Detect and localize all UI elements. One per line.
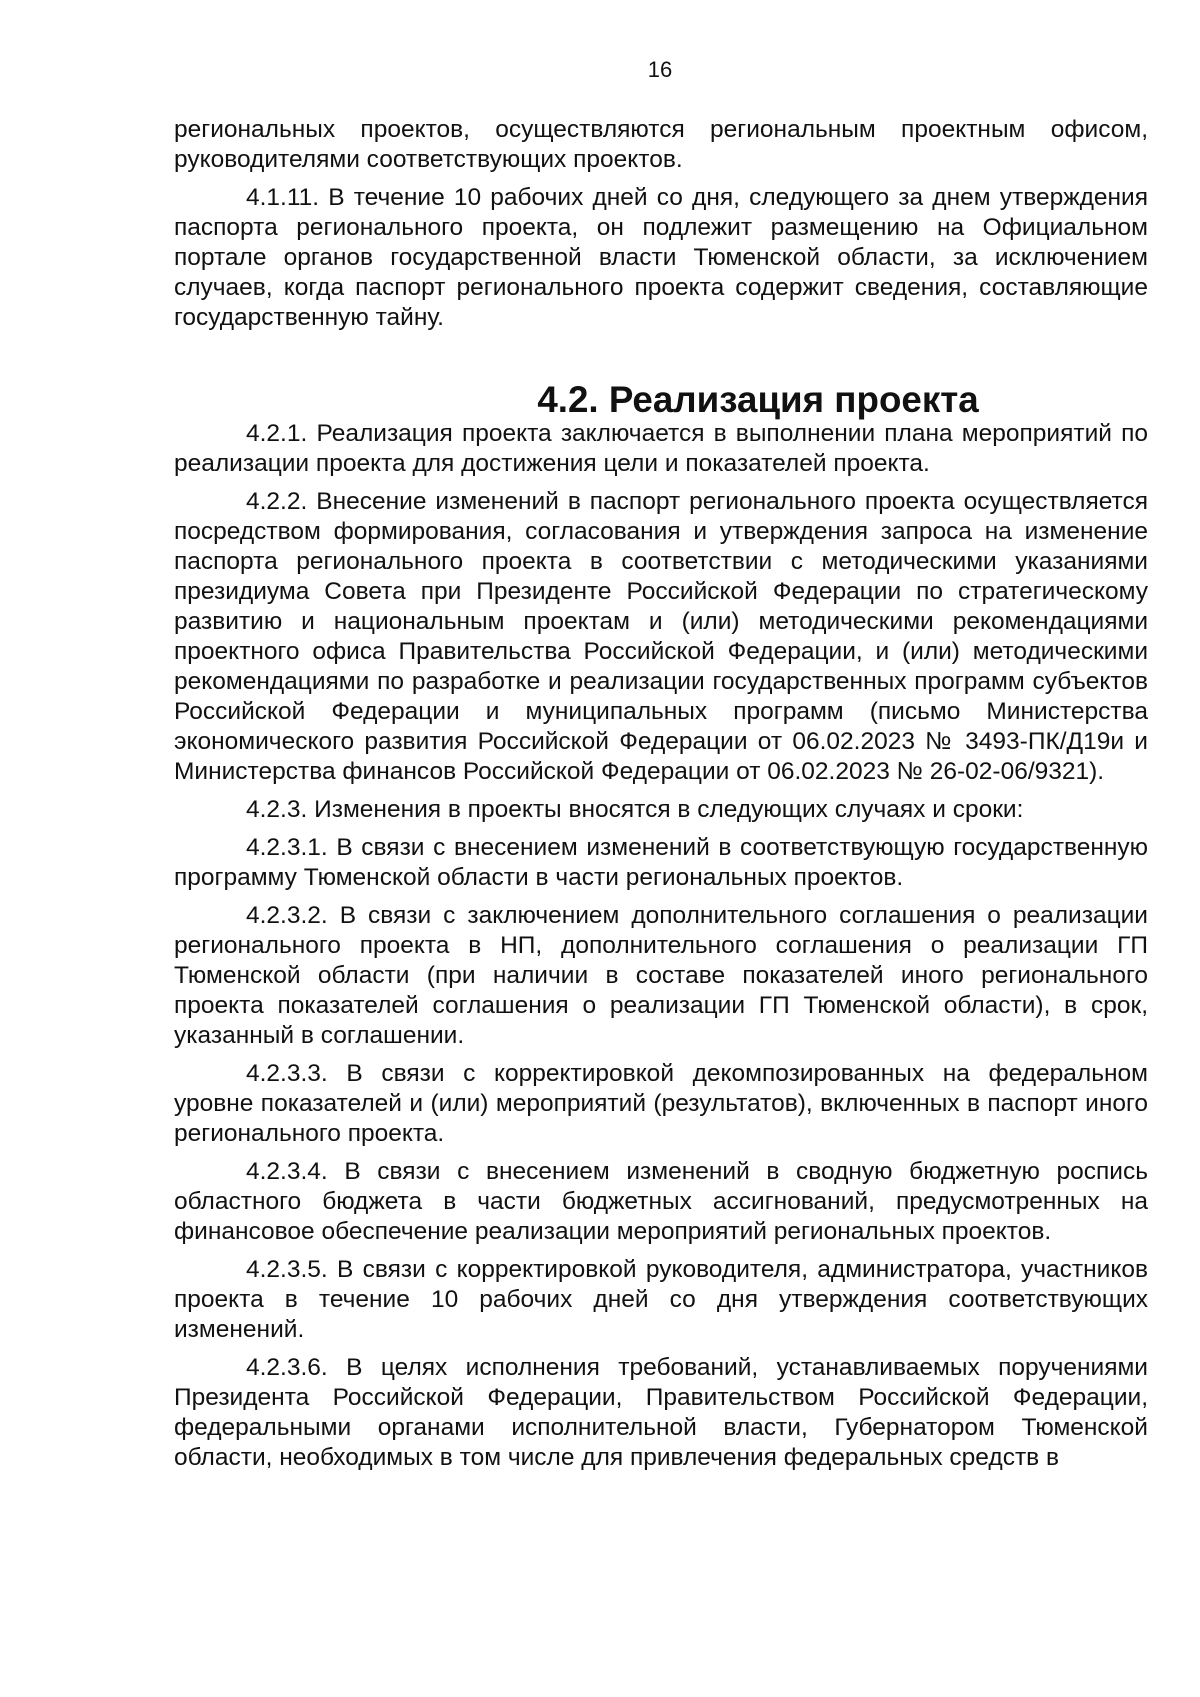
paragraph-4-2-3-5: 4.2.3.5. В связи с корректировкой руководителя, администратора, участников проекта в течение 10 рабочих дней со дня утверждения соответствующих изменений. (174, 1256, 1148, 1343)
paragraph-4-1-11: 4.1.11. В течение 10 рабочих дней со дня, следующего за днем утверждения паспорта регионального проекта, он подлежит размещению на Официальном портале органов государственной власти Тюменской области, за исключением случаев, когда паспорт регионального проекта содержит сведения, составляющие государственную тайну. (174, 184, 1148, 331)
section-heading: 4.2. Реализация проекта (537, 379, 979, 420)
paragraph-4-2-3-3: 4.2.3.3. В связи с корректировкой декомпозированных на федеральном уровне показателей и (или) мероприятий (результатов), включенных в паспорт иного регионального проекта. (174, 1060, 1148, 1147)
paragraph-continuation: региональных проектов, осуществляются региональным проектным офисом, руководителями соответствующих проектов. (174, 116, 1148, 173)
paragraph-4-2-3: 4.2.3. Изменения в проекты вносятся в следующих случаях и сроки: (246, 796, 1024, 823)
paragraph-4-2-3-2: 4.2.3.2. В связи с заключением дополнительного соглашения о реализации регионального проекта в НП, дополнительного соглашения о реализации ГП Тюменской области (при наличии в составе показателей иного регионального проекта показателей соглашения о реализации ГП Тюменской области), в срок, указанный в соглашении. (174, 902, 1148, 1049)
paragraph-4-2-2: 4.2.2. Внесение изменений в паспорт регионального проекта осуществляется посредством формирования, согласования и утверждения запроса на изменение паспорта регионального проекта в соответствии с методическими указаниями президиума Совета при Президенте Российской Федерации по стратегическому развитию и национальным проектам и (или) методическими рекомендациями проектного офиса Правительства Российской Федерации, и (или) методическими рекомендациями по разработке и реализации государственных программ субъектов Российской Федерации и муниципальных программ (письмо Министерства экономического развития Российской Федерации от 06.02.2023 № 3493-ПК/Д19и и Министерства финансов Российской Федерации от 06.02.2023 № 26-02-06/9321). (174, 488, 1148, 785)
paragraph-4-2-1: 4.2.1. Реализация проекта заключается в выполнении плана мероприятий по реализации проекта для достижения цели и показателей проекта. (174, 420, 1148, 477)
paragraph-4-2-3-6: 4.2.3.6. В целях исполнения требований, устанавливаемых поручениями Президента Российской Федерации, Правительством Российской Федерации, федеральными органами исполнительной власти, Губернатором Тюменской области, необходимых в том числе для привлечения федеральных средств в (174, 1354, 1148, 1471)
paragraph-4-2-3-4: 4.2.3.4. В связи с внесением изменений в сводную бюджетную роспись областного бюджета в части бюджетных ассигнований, предусмотренных на финансовое обеспечение реализации мероприятий региональных проектов. (174, 1158, 1148, 1245)
paragraph-4-2-3-1: 4.2.3.1. В связи с внесением изменений в соответствующую государственную программу Тюменской области в части региональных проектов. (174, 834, 1148, 891)
page-number: 16 (647, 57, 673, 82)
document-body (174, 115, 1148, 1481)
